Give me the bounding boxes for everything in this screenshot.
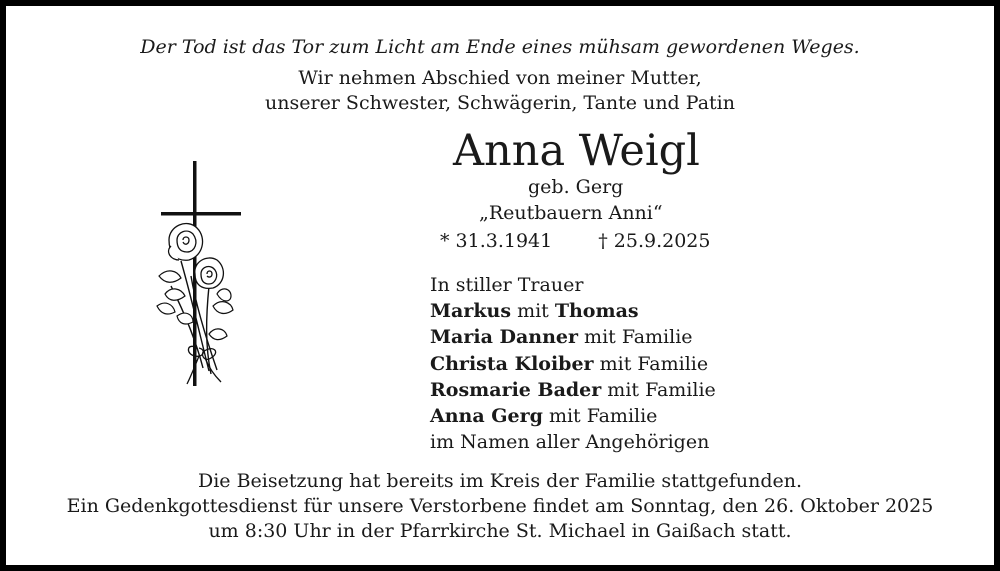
- mourner-name: Rosmarie Bader: [430, 378, 602, 401]
- footer-line-1: Die Beisetzung hat bereits im Kreis der Familie stattgefunden.: [197, 470, 803, 492]
- intro-line-2: unserer Schwester, Schwägerin, Tante und Patin: [265, 92, 735, 114]
- nickname: „Reutbauern Anni“: [479, 202, 663, 224]
- life-dates: [440, 230, 711, 252]
- mourner-connector: mit: [511, 300, 555, 323]
- cross-with-roses-icon: [151, 156, 251, 391]
- deceased-name: Anna Weigl: [453, 126, 700, 176]
- mourner-connector: mit Familie: [542, 405, 658, 428]
- mourners-heading: In stiller Trauer: [430, 274, 584, 296]
- mourner-line: [430, 351, 716, 377]
- mourner-line: [430, 298, 716, 324]
- mourner-line: [430, 377, 716, 403]
- motto: Der Tod ist das Tor zum Licht am Ende eines mühsam gewordenen Weges.: [140, 36, 860, 58]
- footer-line-3: um 8:30 Uhr in der Pfarrkirche St. Michael in Gaißach statt.: [208, 520, 792, 542]
- maiden-name: geb. Gerg: [528, 176, 624, 198]
- mourner-line: [430, 403, 716, 429]
- footer-line-2: Ein Gedenkgottesdienst für unsere Verstorbene findet am Sonntag, den 26. Oktober 2025: [66, 495, 934, 517]
- birth-date: * 31.3.1941: [440, 230, 553, 252]
- mourner-partner: Thomas: [554, 300, 639, 323]
- mourner-name: Maria Danner: [430, 326, 579, 349]
- mourner-name: Christa Kloiber: [430, 352, 594, 375]
- mourner-connector: mit Familie: [593, 352, 709, 375]
- mourner-name: Markus: [430, 300, 512, 323]
- mourners-closing: im Namen aller Angehörigen: [430, 431, 710, 454]
- mourner-name: Anna Gerg: [430, 405, 543, 428]
- mourner-line: [430, 324, 716, 350]
- mourner-connector: mit Familie: [601, 378, 716, 401]
- death-date: † 25.9.2025: [598, 230, 711, 252]
- mourner-connector: mit Familie: [578, 326, 693, 349]
- mourners-list: [430, 272, 716, 455]
- intro-line-1: Wir nehmen Abschied von meiner Mutter,: [298, 67, 702, 89]
